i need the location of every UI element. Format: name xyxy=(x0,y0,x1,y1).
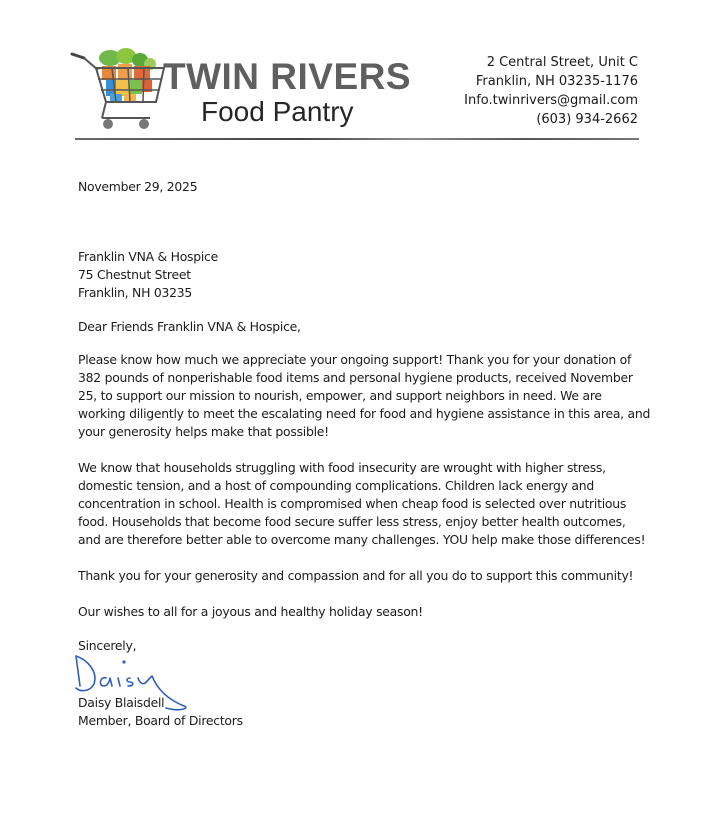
letterhead xyxy=(0,0,720,145)
paragraph-food-insecurity xyxy=(78,459,663,549)
contact-city-state-zip: Franklin, NH 03235-1176 xyxy=(475,74,638,89)
paragraph-line: 25, to support our mission to nourish, empower, and support neighbors in need. We are xyxy=(78,388,602,403)
closing: Sincerely, xyxy=(78,638,137,653)
contact-street: 2 Central Street, Unit C xyxy=(486,55,638,70)
paragraph-line: Please know how much we appreciate your ongoing support! Thank you for your donation of xyxy=(78,352,632,367)
recipient-name: Franklin VNA & Hospice xyxy=(78,249,218,264)
recipient-street: 75 Chestnut Street xyxy=(78,267,191,282)
recipient-address xyxy=(78,248,218,302)
paragraph-line: Thank you for your generosity and compassion and for all you do to support this community! xyxy=(78,568,634,583)
contact-email: Info.twinrivers@gmail.com xyxy=(464,93,638,108)
paragraph-line: domestic tension, and a host of compounding complications. Children lack energy and xyxy=(78,478,594,493)
paragraph-appreciation xyxy=(78,351,663,441)
contact-block xyxy=(464,53,638,129)
recipient-city-state-zip: Franklin, NH 03235 xyxy=(78,285,192,300)
paragraph-line: working diligently to meet the escalating need for food and hygiene assistance in this area, and xyxy=(78,406,651,421)
organization-subtitle: Food Pantry xyxy=(201,96,354,127)
paragraph-line: We know that households struggling with food insecurity are wrought with higher stress, xyxy=(78,460,606,475)
paragraph-line: 382 pounds of nonperishable food items and personal hygiene products, received November xyxy=(78,370,633,385)
paragraph-line: food. Households that become food secure suffer less stress, enjoy better health outcomes, xyxy=(78,514,626,529)
letterhead-divider xyxy=(75,138,639,140)
paragraph-holiday-wishes xyxy=(78,603,678,621)
paragraph-line: your generosity helps make that possible! xyxy=(78,424,329,439)
salutation: Dear Friends Franklin VNA & Hospice, xyxy=(78,319,301,334)
paragraph-thanks xyxy=(78,567,678,585)
signer-title: Member, Board of Directors xyxy=(78,713,243,728)
paragraph-line: and are therefore better able to overcome many challenges. YOU help make those differences! xyxy=(78,532,646,547)
contact-phone: (603) 934-2662 xyxy=(536,112,638,127)
signer-name: Daisy Blaisdell xyxy=(78,695,165,710)
organization-name: TWIN RIVERS xyxy=(163,56,412,97)
shopping-cart-with-groceries-icon xyxy=(68,44,168,132)
paragraph-line: concentration in school. Health is compromised when cheap food is selected over nutritious xyxy=(78,496,627,511)
letter-date: November 29, 2025 xyxy=(78,179,198,194)
paragraph-line: Our wishes to all for a joyous and healthy holiday season! xyxy=(78,604,423,619)
